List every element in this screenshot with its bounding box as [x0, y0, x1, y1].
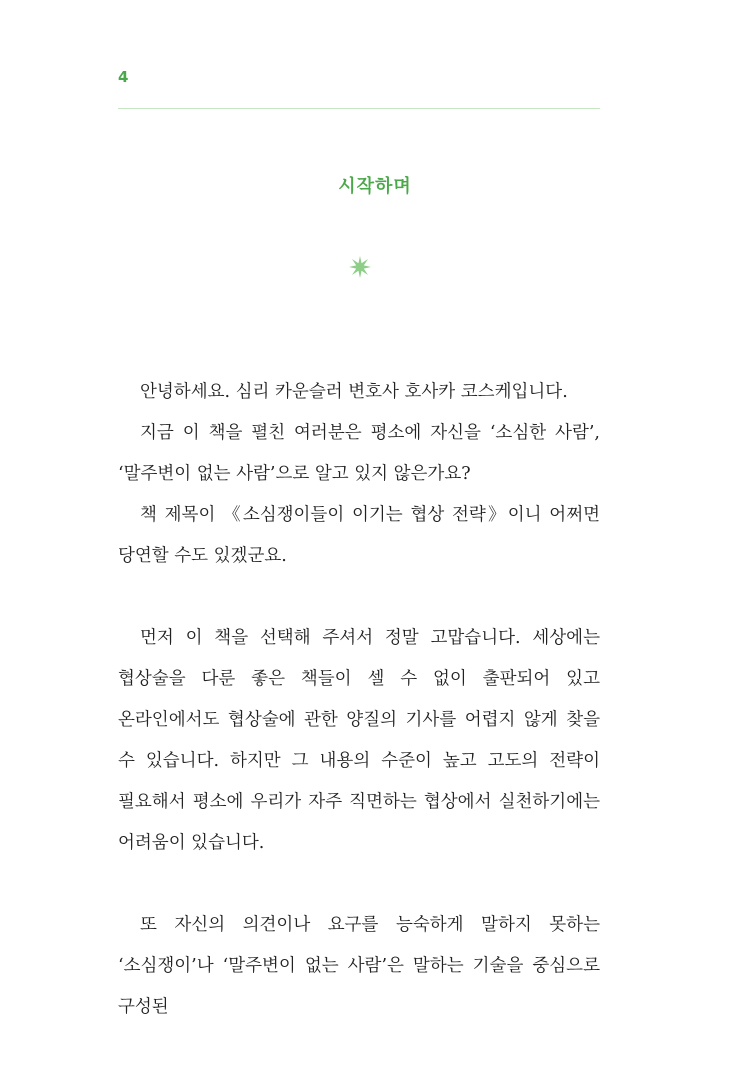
- paragraph-gap: [118, 577, 600, 618]
- paragraph-greeting: 안녕하세요. 심리 카운슬러 변호사 호사카 코스케입니다.: [140, 382, 568, 402]
- star-burst-icon: [349, 256, 371, 278]
- paragraph-continued: 또 자신의 의견이나 요구를 능숙하게 말하지 못하는 ‘소심쟁이’나 ‘말주변이 없는 사람’은 말하는 기술을 중심으로 구성된: [118, 915, 600, 1017]
- paragraph-book-title: 책 제목이 《소심쟁이들이 이기는 협상 전략》이니 어쩌면 당연할 수도 있겠군요.: [118, 505, 600, 566]
- chapter-title: 시작하며: [338, 176, 412, 197]
- paragraph-gap: [118, 864, 600, 905]
- paragraph-thanks: 먼저 이 책을 선택해 주셔서 정말 고맙습니다. 세상에는 협상술을 다룬 좋은 책들이 셀 수 없이 출판되어 있고 온라인에서도 협상술에 관한 양질의 기사를 어렵지 않게 찾을 수 있습니다. 하지만 그 내용의 수준이 높고 고도의 전략이 필요해서 평소에 우리가 자주 직면하는 협상에서 실천하기에는 어려움이 있습니다.: [118, 628, 600, 853]
- header-divider: [118, 108, 600, 109]
- paragraph-question: 지금 이 책을 펼친 여러분은 평소에 자신을 ‘소심한 사람’, ‘말주변이 없는 사람’으로 알고 있지 않은가요?: [118, 423, 600, 484]
- page-number: 4: [118, 68, 129, 86]
- body-text: [118, 372, 600, 1028]
